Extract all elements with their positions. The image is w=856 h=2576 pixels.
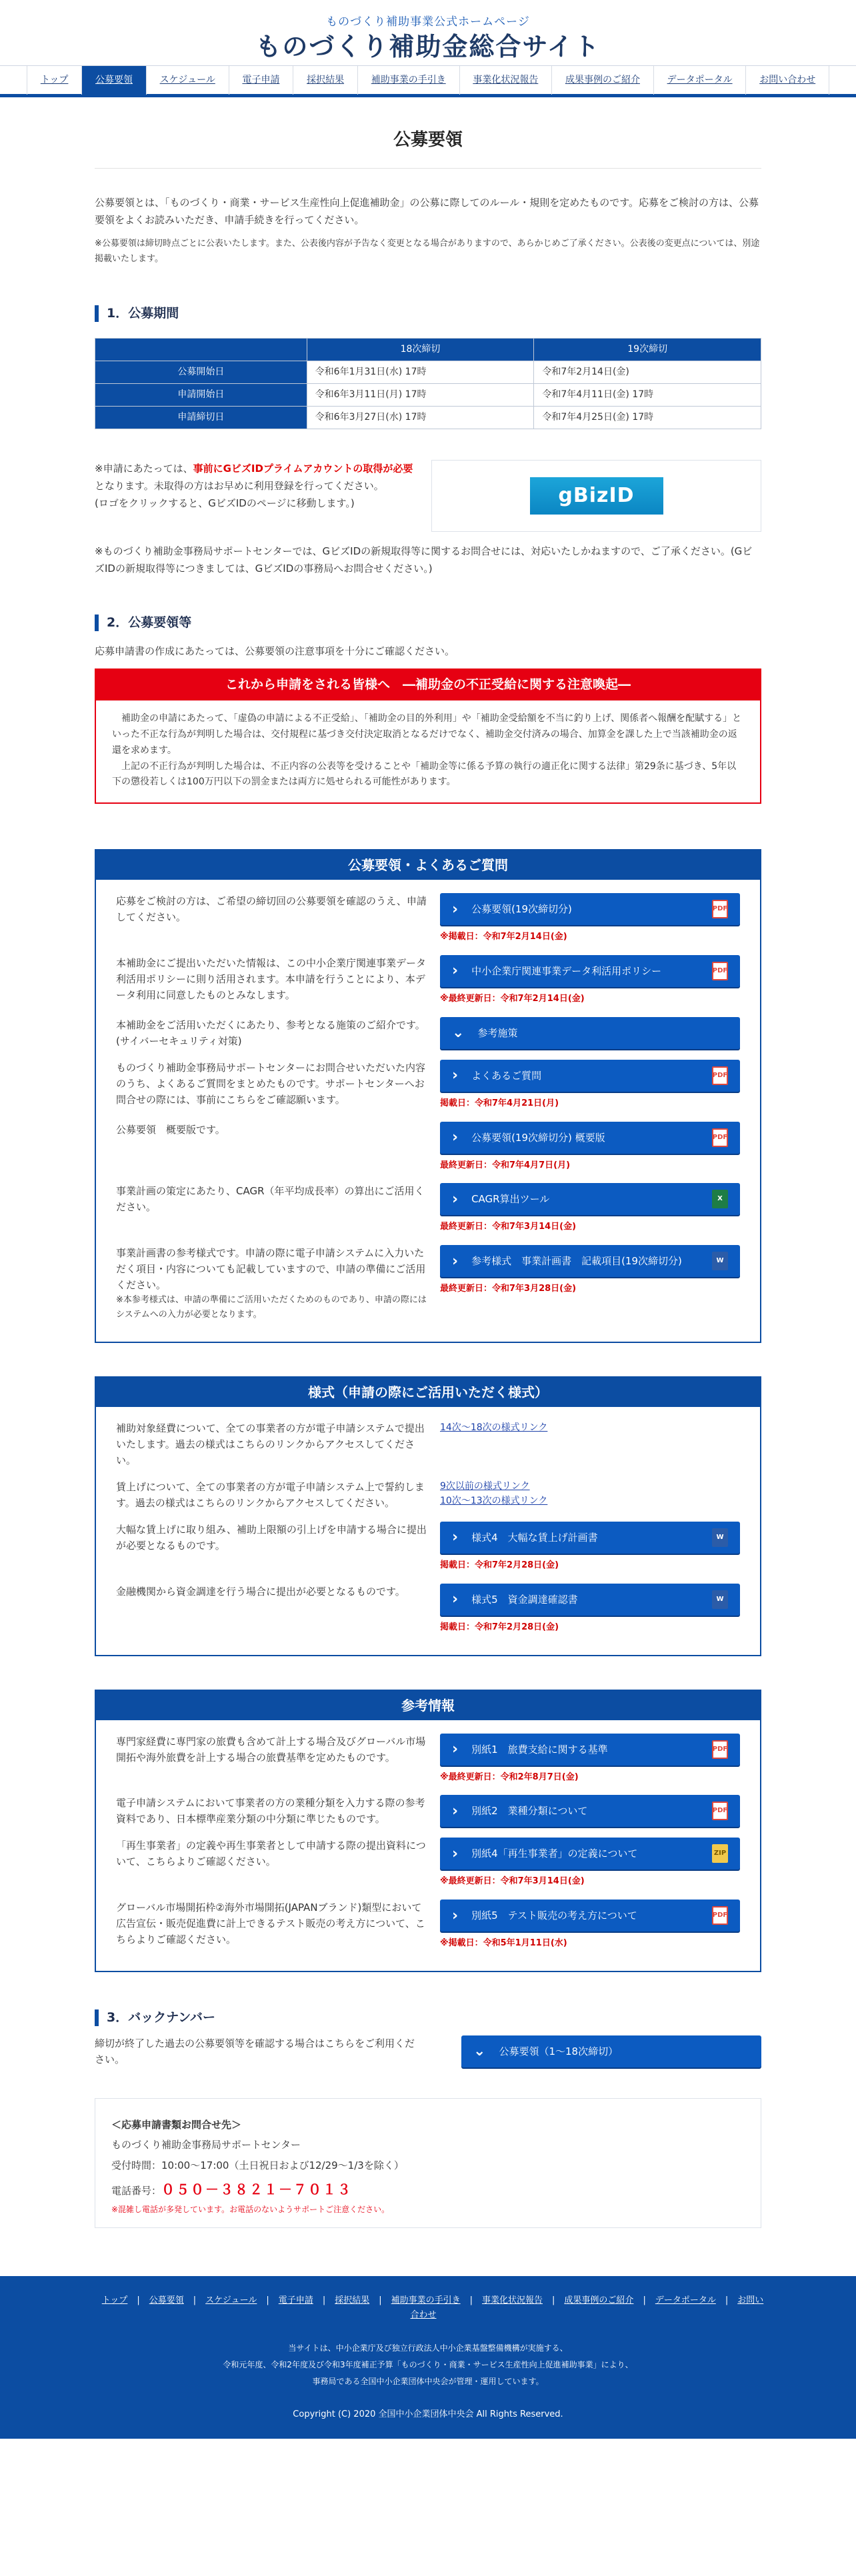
nav-item[interactable] (459, 66, 552, 95)
row-text: 大幅な賃上げに取り組み、補助上限額の引上げを申請する場合に提出が必要となるものです。 (116, 1524, 427, 1552)
table-cell: 令和6年3月27日(水) 17時 (307, 406, 534, 429)
excel-icon: X (712, 1190, 728, 1208)
updated-date: 最終更新日：令和7年4月7日(月) (440, 1160, 571, 1170)
footer-line: 当サイトは、中小企業庁及び独立行政法人中小企業基盤整備機構が実施する、 (288, 2343, 568, 2353)
caution-paragraph: 上記の不正行為が判明した場合は、不正内容の公表等を受けることや「補助金等に係る予算の執行の適正化に関する法律」第29条に基づき、5年以下の懲役若しくは100万円以下の罰金または両方に処せられる可能性があります。 (112, 760, 737, 788)
panel-row (116, 1734, 740, 1785)
footer-link[interactable]: お問い合わせ (410, 2295, 764, 2321)
row-description (116, 1420, 429, 1468)
period-table (95, 338, 761, 429)
footer-link[interactable]: データポータル (655, 2295, 716, 2305)
nav-item[interactable] (653, 66, 746, 95)
footer-separator: | (193, 2295, 197, 2305)
pdf-icon: PDF (712, 900, 728, 918)
download-button[interactable] (440, 1245, 740, 1277)
download-button[interactable] (440, 955, 740, 987)
footer-separator: | (725, 2295, 729, 2305)
nav-item-label: 電子申請 (242, 75, 280, 86)
word-icon: W (712, 1528, 728, 1547)
row-action (440, 1183, 740, 1234)
button-label: 別紙1 旅費支給に関する基準 (471, 1743, 608, 1756)
pdf-icon: PDF (712, 1128, 728, 1147)
row-description (116, 955, 429, 1006)
footer-separator: | (643, 2295, 646, 2305)
gbiz-logo[interactable]: gBizID (530, 477, 663, 515)
button-label: 公募要領(19次締切分) (471, 903, 572, 916)
caution-body (95, 700, 761, 804)
download-button[interactable] (440, 1122, 740, 1154)
gbiz-text-red: 事前にGビズIDプライムアカウントの取得が必要 (193, 462, 413, 475)
footer-separator: | (469, 2295, 473, 2305)
button-label: 様式5 資金調達確認書 (471, 1593, 578, 1606)
nav-item-label: 採択結果 (307, 75, 345, 86)
updated-date: ※最終更新日：令和2年8月7日(金) (440, 1772, 579, 1782)
panel-row (116, 1245, 740, 1322)
button-label: CAGR算出ツール (471, 1193, 550, 1206)
button-label: 参考様式 事業計画書 記載項目(19次締切分) (471, 1255, 682, 1268)
form-link[interactable]: 10次～13次の様式リンク (440, 1496, 548, 1507)
footer-link[interactable]: 電子申請 (278, 2295, 313, 2305)
row-note: ※本参考様式は、申請の準備にご活用いただくためのものであり、申請の際にはシステムへの入力が必要となります。 (116, 1295, 427, 1320)
row-action (440, 1795, 740, 1827)
panel-row (116, 1060, 740, 1111)
nav-item-label: トップ (40, 75, 69, 86)
row-label: 申請締切日 (95, 406, 307, 429)
pdf-icon: PDF (712, 1802, 728, 1820)
gbiz-text-3: (ロゴをクリックすると、GビズIDのページに移動します。) (95, 497, 355, 510)
row-action (440, 1420, 740, 1468)
row-action (440, 1122, 740, 1173)
gbiz-text (95, 460, 418, 532)
site-header (0, 0, 856, 65)
form-link[interactable]: 14次～18次の様式リンク (440, 1422, 548, 1433)
footer-line: 令和元年度、令和2年度及び令和3年度補正予算「ものづくり・商業・サービス生産性向上促進補助事業」により、 (223, 2360, 633, 2370)
footer-link[interactable]: 補助事業の手引き (391, 2295, 461, 2305)
row-text: 電子申請システムにおいて事業者の方の業種分類を入力する際の参考資料であり、日本標準産業分類の中分類に準じたものです。 (116, 1797, 425, 1826)
footer-link[interactable]: 公募要領 (149, 2295, 184, 2305)
row-action (440, 1734, 740, 1785)
updated-date: 最終更新日：令和7年3月14日(金) (440, 1222, 577, 1232)
table-cell: 令和6年3月11日(月) 17時 (307, 383, 534, 406)
row-description (116, 1017, 429, 1049)
row-description (116, 1479, 429, 1511)
chevron-down-icon: ⌄ (473, 2043, 486, 2060)
footer-separator: | (137, 2295, 140, 2305)
site-title[interactable]: ものづくり補助金総合サイト (255, 32, 601, 62)
backnumber-button[interactable] (461, 2035, 761, 2067)
tel-note: ※混雑し電話が多発しています。お電話のないようサポートご注意ください。 (111, 2204, 390, 2214)
main-content (95, 127, 761, 152)
panel-row (116, 1420, 740, 1468)
chevron-right-icon: › (452, 1907, 459, 1924)
nav-item[interactable] (27, 66, 81, 95)
gbiz-text-1: ※申請にあたっては、 (95, 462, 193, 475)
section-heading-notes: 2．公募要領等 (95, 615, 761, 631)
table-cell: 令和6年1月31日(水) 17時 (307, 361, 534, 383)
table-row (95, 383, 761, 406)
footer-nav (91, 2293, 765, 2323)
chevron-right-icon: › (452, 1190, 459, 1208)
nav-item-label: スケジュール (159, 75, 215, 86)
contact-heading: ＜応募申請書類お問合せ先＞ (111, 2118, 242, 2131)
footer-separator: | (552, 2295, 555, 2305)
gbiz-section (95, 460, 761, 532)
button-label: 公募要領（1～18次締切） (499, 2045, 619, 2057)
panel-row (116, 1017, 740, 1049)
footer-link[interactable]: 事業化状況報告 (482, 2295, 543, 2305)
row-description (116, 1183, 429, 1234)
row-action (440, 893, 740, 944)
notes-lead: 応募申請書の作成にあたっては、公募要領の注意事項を十分にご確認ください。 (95, 645, 455, 658)
nav-item-label: データポータル (667, 75, 733, 86)
row-text: 本補助金をご活用いただくにあたり、参考となる施策のご紹介です。(サイバーセキュリティ対策) (116, 1018, 425, 1047)
nav-item[interactable] (357, 66, 459, 95)
backnumber-text: 締切が終了した過去の公募要領等を確認する場合はこちらをご利用ください。 (95, 2037, 415, 2065)
table-col-header: 19次締切 (534, 338, 761, 361)
nav-item[interactable] (146, 66, 229, 95)
row-text: 応募をご検討の方は、ご希望の締切回の公募要領を確認のうえ、申請してください。 (116, 895, 427, 924)
panel-row (116, 1522, 740, 1573)
nav-item-label: 公募要領 (95, 75, 133, 86)
chevron-right-icon: › (452, 1802, 459, 1820)
download-button[interactable] (440, 1734, 740, 1766)
link-list (440, 1479, 740, 1509)
contact-box (95, 2098, 761, 2228)
footer-link[interactable]: 成果事例のご紹介 (564, 2295, 634, 2305)
chevron-down-icon: ⌄ (452, 1024, 465, 1042)
nav-item[interactable] (293, 66, 357, 95)
chevron-right-icon: › (452, 1529, 459, 1546)
tel-number[interactable]: ０５０－３８２１－７０１３ (161, 2181, 353, 2197)
button-label: 中小企業庁関連事業データ利活用ポリシー (471, 964, 662, 977)
table-cell: 令和7年2月14日(金) (534, 361, 761, 383)
panel-row (116, 1838, 740, 1889)
row-text: 賃上げについて、全ての事業者の方が電子申請システム上で誓約します。過去の様式はこちらのリンクからアクセスしてください。 (116, 1481, 425, 1509)
row-description (116, 893, 429, 944)
word-icon: W (712, 1590, 728, 1609)
panel-row (116, 1479, 740, 1511)
nav-item-label: お問い合わせ (759, 75, 816, 86)
faq-panel (95, 849, 761, 1343)
intro-text: 公募要領とは、「ものづくり・商業・サービス生産性向上促進補助金」の公募に際してのルール・規則を定めたものです。応募をご検討の方は、公募要領をよくお読みいただき、申請手続きを行ってください。 (95, 197, 759, 227)
updated-date: 掲載日：令和7年4月21日(月) (440, 1098, 559, 1108)
form-link[interactable]: 9次以前の様式リンク (440, 1481, 530, 1492)
updated-date: ※最終更新日：令和7年3月14日(金) (440, 1876, 585, 1887)
download-button[interactable] (440, 1584, 740, 1616)
row-text: 「再生事業者」の定義や再生事業者として申請する際の提出資料について、こちらよりご確認ください。 (116, 1840, 426, 1868)
footer-separator: | (379, 2295, 382, 2305)
faq-panel-title: 公募要領・よくあるご質問 (96, 850, 760, 880)
section-heading-backnumber: 3．バックナンバー (95, 2009, 761, 2026)
row-action (440, 1017, 740, 1049)
row-text: 事業計画の策定にあたり、CAGR（年平均成長率）の算出にご活用ください。 (116, 1185, 425, 1214)
table-cell: 令和7年4月11日(金) 17時 (534, 383, 761, 406)
nav-item[interactable] (551, 66, 653, 95)
download-button[interactable] (440, 1795, 740, 1827)
chevron-right-icon: › (452, 1067, 459, 1084)
button-label: よくあるご質問 (471, 1069, 542, 1082)
forms-panel (95, 1376, 761, 1656)
row-action (440, 1245, 740, 1322)
nav-item[interactable] (745, 66, 829, 95)
updated-date: 掲載日：令和7年2月28日(金) (440, 1622, 559, 1632)
row-text: ものづくり補助金事務局サポートセンターにお問合せいただいた内容のうち、よくあるご質問をまとめたものです。サポートセンターへお問合せの際には、事前にこちらをご確認願います。 (116, 1061, 425, 1106)
nav-item-label: 事業化状況報告 (473, 75, 539, 86)
footer-separator: | (322, 2295, 326, 2305)
row-description (116, 1734, 429, 1785)
chevron-right-icon: › (452, 900, 459, 918)
row-text: 公募要領 概要版です。 (116, 1123, 225, 1136)
forms-panel-title: 様式（申請の際にご活用いただく様式） (96, 1378, 760, 1407)
row-description (116, 1584, 429, 1635)
page-title: 公募要領 (393, 130, 463, 150)
caution-title: これから申請をされる皆様へ ―補助金の不正受給に関する注意喚起― (95, 668, 761, 700)
row-description (116, 1060, 429, 1111)
panel-row (116, 1584, 740, 1635)
site-subtitle: ものづくり補助事業公式ホームページ (326, 15, 530, 29)
caution-paragraph: 補助金の申請にあたって、「虚偽の申請による不正受給」、「補助金の目的外利用」や「補助金受給額を不当に釣り上げ、関係者へ報酬を配賦する」といった不正な行為が判明した場合は、交付規程に基づき交付決定取消となるだけでなく、補助金交付済みの場合、加算金を課した上で当該補助金の返還を求めます。 (112, 713, 742, 756)
row-description (116, 1795, 429, 1827)
updated-date: ※最終更新日：令和7年2月14日(金) (440, 993, 585, 1004)
intro-note: ※公募要領は締切時点ごとに公表いたします。また、公表後内容が予告なく変更となる場合がありますので、あらかじめご了承ください。公表後の変更点については、別途掲載いたします。 (95, 238, 760, 264)
download-button[interactable] (440, 1017, 740, 1049)
tel-label: 電話番号： (111, 2184, 162, 2197)
nav-item-label: 成果事例のご紹介 (565, 75, 640, 86)
row-action (440, 955, 740, 1006)
row-action (440, 1522, 740, 1573)
footer-link[interactable]: 採択結果 (335, 2295, 370, 2305)
panel-row (116, 1122, 740, 1173)
row-text: グローバル市場開拓枠②海外市場開拓(JAPANブランド)類型において広告宣伝・販売促進費に計上できるテスト販売の考え方について、こちらよりご確認ください。 (116, 1902, 425, 1946)
row-description (116, 1522, 429, 1573)
panel-row (116, 955, 740, 1006)
row-text: 補助対象経費について、全ての事業者の方が電子申請システムで提出いたします。過去の様式はこちらのリンクからアクセスしてください。 (116, 1422, 425, 1466)
row-text: 事業計画書の参考様式です。申請の際に電子申請システムに入力いただく項目・内容についても記載していますので、申請の準備にご活用ください。 (116, 1247, 426, 1292)
row-action (440, 1584, 740, 1635)
footer-link[interactable]: スケジュール (205, 2295, 257, 2305)
panel-row (116, 893, 740, 944)
row-text: 専門家経費に専門家の旅費も含めて計上する場合及びグローバル市場開拓や海外旅費を計上する場合の旅費基準を定めたものです。 (116, 1735, 426, 1764)
button-label: 参考施策 (477, 1026, 518, 1039)
row-description (116, 1900, 429, 1951)
chevron-right-icon: › (452, 1741, 459, 1758)
pdf-icon: PDF (712, 1066, 728, 1085)
refs-panel-title: 参考情報 (96, 1691, 760, 1720)
row-action (440, 1900, 740, 1951)
button-label: 別紙4「再生事業者」の定義について (471, 1848, 638, 1860)
row-label: 申請開始日 (95, 383, 307, 406)
panel-row (116, 1900, 740, 1951)
footer-separator: | (266, 2295, 269, 2305)
updated-date: 掲載日：令和7年2月28日(金) (440, 1560, 559, 1570)
chevron-right-icon: › (452, 1128, 459, 1146)
table-row (95, 406, 761, 429)
word-icon: W (712, 1252, 728, 1270)
row-text: 本補助金にご提出いただいた情報は、この中小企業庁関連事業データ利活用ポリシーに則り活用されます。本申請を行うことにより、本データ利用に同意したものとみなします。 (116, 956, 427, 1001)
download-button[interactable] (440, 1522, 740, 1554)
pdf-icon: PDF (712, 1906, 728, 1925)
pdf-icon: PDF (712, 962, 728, 980)
row-description (116, 1245, 429, 1322)
panel-row (116, 1795, 740, 1827)
contact-org: ものづくり補助金事務局サポートセンター (111, 2139, 301, 2151)
table-corner (95, 338, 307, 361)
button-label: 別紙5 テスト販売の考え方について (471, 1910, 637, 1922)
gbiz-text-2: となります。未取得の方はお早めに利用登録を行ってください。 (95, 480, 384, 493)
backnumber-row (95, 2035, 761, 2067)
row-label: 公募開始日 (95, 361, 307, 383)
table-row (95, 361, 761, 383)
zip-icon: ZIP (712, 1844, 728, 1863)
download-button[interactable] (440, 1060, 740, 1092)
updated-date: ※掲載日：令和5年1月11日(水) (440, 1938, 567, 1949)
chevron-right-icon: › (452, 1591, 459, 1608)
copyright: Copyright (C) 2020 全国中小企業団体中央会 All Rights Reserved. (293, 2409, 563, 2419)
button-label: 別紙2 業種分類について (471, 1805, 588, 1818)
section-heading-period: 1．公募期間 (95, 305, 761, 322)
download-button[interactable] (440, 1183, 740, 1215)
button-label: 公募要領(19次締切分) 概要版 (471, 1131, 605, 1144)
button-label: 様式4 大幅な賃上げ計画書 (471, 1532, 598, 1544)
updated-date: 最終更新日：令和7年3月28日(金) (440, 1284, 577, 1294)
site-footer (0, 2276, 856, 2439)
table-col-header: 18次締切 (307, 338, 534, 361)
updated-date: ※掲載日：令和7年2月14日(金) (440, 932, 567, 942)
chevron-right-icon: › (452, 1252, 459, 1270)
nav-item[interactable] (229, 66, 293, 95)
panel-row (116, 1183, 740, 1234)
row-action (440, 1838, 740, 1889)
chevron-right-icon: › (452, 962, 459, 980)
nav-item[interactable] (81, 66, 146, 95)
global-nav (0, 65, 856, 97)
refs-panel (95, 1690, 761, 1972)
footer-line: 事務局である全国中小企業団体中央会が管理・運用しています。 (312, 2377, 544, 2387)
row-action (440, 1479, 740, 1511)
gbiz-logo-box[interactable] (431, 460, 761, 532)
download-button[interactable] (440, 1838, 740, 1870)
download-button[interactable] (440, 893, 740, 925)
contact-hours: 受付時間：10:00～17:00（土日祝日および12/29～1/3を除く） (111, 2159, 404, 2172)
divider (95, 168, 761, 169)
row-description (116, 1838, 429, 1889)
nav-item-label: 補助事業の手引き (371, 75, 446, 86)
pdf-icon: PDF (712, 1740, 728, 1759)
footer-link[interactable]: トップ (101, 2295, 128, 2305)
row-action (440, 1060, 740, 1111)
download-button[interactable] (440, 1900, 740, 1932)
row-text: 金融機関から資金調達を行う場合に提出が必要となるものです。 (116, 1585, 405, 1598)
footer-text (0, 2340, 856, 2391)
table-cell: 令和7年4月25日(金) 17時 (534, 406, 761, 429)
gbiz-note: ※ものづくり補助金事務局サポートセンターでは、GビズIDの新規取得等に関するお問合せには、対応いたしかねますので、ご了承ください。(GビズIDの新規取得等につきましては、GビズIDの事務局へお問合せください。) (95, 545, 753, 575)
link-list (440, 1420, 740, 1435)
row-description (116, 1122, 429, 1173)
chevron-right-icon: › (452, 1845, 459, 1862)
